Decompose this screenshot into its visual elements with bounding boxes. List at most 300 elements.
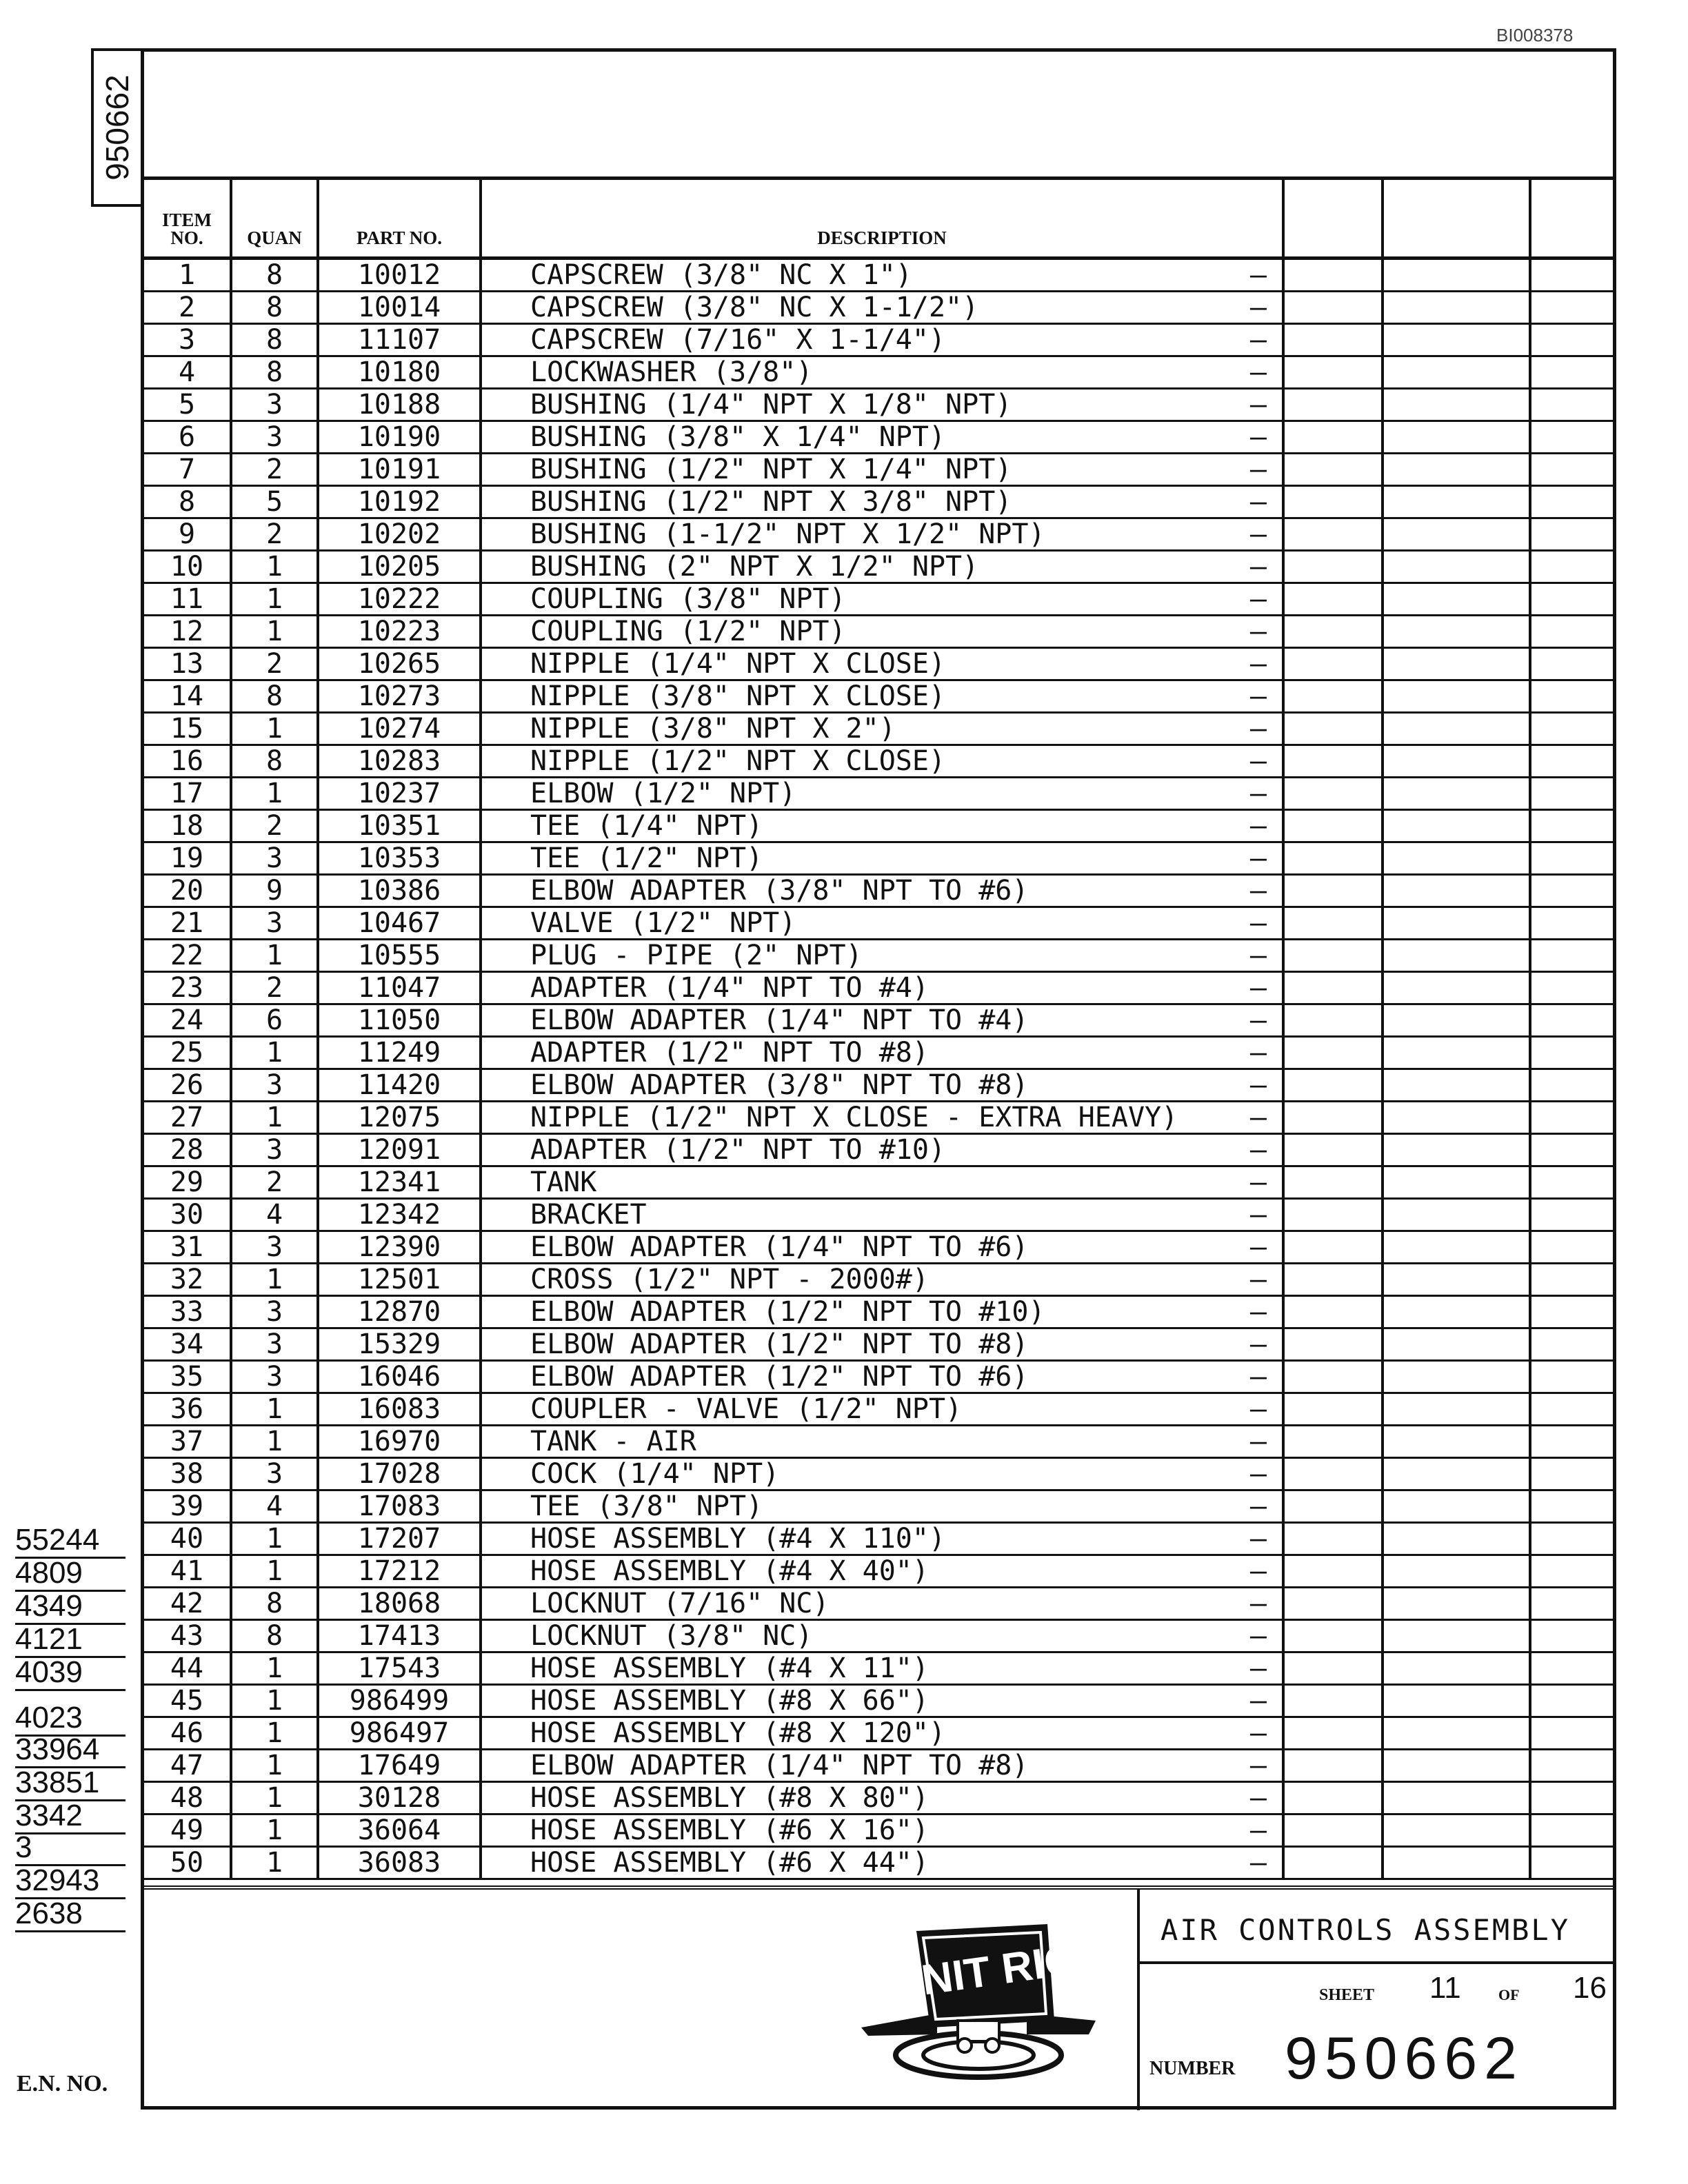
part-no-cell-text: 11249 [357,1037,441,1069]
item-no-cell [144,745,231,778]
item-no-cell [144,1426,231,1458]
quantity-cell [231,1458,318,1490]
part-no-cell [318,1620,481,1652]
blank-cell-2 [1383,1426,1530,1458]
row-dash: — [1249,875,1267,907]
quantity-cell [231,1782,318,1814]
item-no-cell-text: 14 [170,680,204,712]
description-cell [481,551,1283,583]
row-dash: — [1249,1296,1267,1328]
row-dash: — [1249,842,1267,874]
row-dash: — [1249,1166,1267,1198]
row-dash: — [1249,1004,1267,1036]
blank-cell-1 [1283,1069,1383,1102]
blank-cell-3 [1530,1426,1613,1458]
item-no-cell-text: 40 [170,1523,204,1555]
part-no-cell [318,1102,481,1134]
quantity-cell [231,1523,318,1555]
row-dash: — [1249,1555,1267,1587]
part-no-cell-text: 11420 [357,1069,441,1101]
blank-cell-3 [1530,1685,1613,1717]
quantity-cell-text: 9 [265,875,283,907]
description-cell-text: HOSE ASSEMBLY (#8 X 120") [530,1717,946,1749]
quantity-cell-text: 1 [265,778,283,809]
item-no-cell-text: 44 [170,1652,204,1684]
description-cell [481,421,1283,454]
description-cell [481,1296,1283,1328]
part-no-cell-text: 10273 [357,680,441,712]
blank-cell-3 [1530,1458,1613,1490]
row-dash: — [1249,1652,1267,1684]
description-cell-text: COUPLING (3/8" NPT) [530,583,846,615]
part-no-cell-text: 17207 [357,1523,441,1555]
blank-cell-1 [1283,1199,1383,1231]
part-no-cell [318,972,481,1004]
item-no-cell [144,356,231,389]
item-no-cell [144,1166,231,1199]
description-cell-text: HOSE ASSEMBLY (#4 X 40") [530,1555,929,1587]
table-row [144,1231,1613,1264]
blank-cell-1 [1283,616,1383,648]
item-no-cell-text: 12 [170,616,204,647]
quantity-cell [231,616,318,648]
quantity-cell [231,1750,318,1782]
part-no-cell-text: 30128 [357,1782,441,1814]
item-no-cell-text: 1 [178,259,196,291]
blank-cell-2 [1383,1004,1530,1037]
item-no-cell [144,1296,231,1328]
row-dash: — [1249,1750,1267,1781]
blank-cell-1 [1283,1102,1383,1134]
blank-cell-3 [1530,518,1613,551]
blank-cell-1 [1283,1555,1383,1588]
description-cell [481,356,1283,389]
item-no-cell-text: 37 [170,1426,204,1457]
blank-cell-2 [1383,1069,1530,1102]
quantity-cell [231,1199,318,1231]
part-no-cell [318,356,481,389]
description-cell [481,518,1283,551]
description-cell [481,1328,1283,1361]
blank-cell-3 [1530,486,1613,518]
part-no-cell [318,421,481,454]
blank-cell-3 [1530,1264,1613,1296]
description-cell [481,1134,1283,1166]
part-no-cell [318,454,481,486]
item-no-cell [144,1199,231,1231]
blank-cell-2 [1383,972,1530,1004]
item-no-cell-text: 50 [170,1847,204,1879]
number-label: NUMBER [1149,2058,1236,2079]
description-cell-text: NIPPLE (1/2" NPT X CLOSE - EXTRA HEAVY) [530,1102,1178,1133]
blank-cell-3 [1530,292,1613,324]
item-no-cell [144,1490,231,1523]
description-cell-text: TEE (3/8" NPT) [530,1490,763,1522]
blank-cell-3 [1530,454,1613,486]
blank-cell-3 [1530,875,1613,907]
table-row [144,1814,1613,1847]
quantity-cell [231,680,318,713]
row-dash: — [1249,972,1267,1004]
table-row [144,1782,1613,1814]
description-cell [481,810,1283,842]
description-cell [481,713,1283,745]
part-no-cell-text: 17212 [357,1555,441,1587]
part-no-cell [318,1652,481,1685]
blank-cell-1 [1283,421,1383,454]
item-no-cell-text: 2 [178,292,196,323]
part-no-cell [318,1555,481,1588]
blank-cell-1 [1283,745,1383,778]
blank-cell-2 [1383,1393,1530,1426]
blank-cell-3 [1530,1717,1613,1750]
quantity-cell [231,1717,318,1750]
item-no-cell-text: 49 [170,1814,204,1846]
item-no-cell [144,1620,231,1652]
row-dash: — [1249,1717,1267,1749]
table-row [144,1069,1613,1102]
part-no-cell [318,1426,481,1458]
part-no-cell-text: 11047 [357,972,441,1004]
description-cell-text: HOSE ASSEMBLY (#4 X 110") [530,1523,946,1555]
blank-cell-2 [1383,1166,1530,1199]
part-no-cell-text: 17083 [357,1490,441,1522]
description-cell [481,1361,1283,1393]
description-cell [481,1004,1283,1037]
item-no-cell [144,1847,231,1879]
table-row [144,1037,1613,1069]
blank-cell-2 [1383,1782,1530,1814]
quantity-cell [231,1847,318,1879]
quantity-cell [231,454,318,486]
item-no-cell-text: 8 [178,486,196,518]
blank-cell-1 [1283,842,1383,875]
item-no-cell-text: 19 [170,842,204,874]
description-cell-text: TEE (1/4" NPT) [530,810,763,842]
quantity-cell [231,1814,318,1847]
blank-cell-1 [1283,1231,1383,1264]
part-no-cell-text: 10014 [357,292,441,323]
description-cell [481,1750,1283,1782]
blank-cell-3 [1530,259,1613,292]
blank-cell-3 [1530,810,1613,842]
quantity-cell-text: 1 [265,940,283,971]
document-id: BI008378 [1496,25,1574,46]
row-dash: — [1249,518,1267,550]
description-cell-text: ELBOW ADAPTER (1/4" NPT TO #4) [530,1004,1029,1036]
en-number-item: 32943 [15,1864,125,1899]
blank-cell-1 [1283,1296,1383,1328]
part-no-cell [318,1847,481,1879]
quantity-cell [231,1361,318,1393]
description-cell-text: CAPSCREW (3/8" NC X 1-1/2") [530,292,979,323]
table-row [144,1296,1613,1328]
table-header-row [144,180,1613,259]
item-no-cell [144,1588,231,1620]
table-row [144,778,1613,810]
row-dash: — [1249,1361,1267,1393]
quantity-cell-text: 8 [265,1588,283,1619]
row-dash: — [1249,1328,1267,1360]
blank-cell-2 [1383,1717,1530,1750]
quantity-cell-text: 3 [265,1134,283,1166]
blank-cell-2 [1383,713,1530,745]
row-dash: — [1249,680,1267,712]
description-cell [481,1199,1283,1231]
row-dash: — [1249,616,1267,647]
part-no-cell-text: 10351 [357,810,441,842]
quantity-cell [231,1004,318,1037]
quantity-cell-text: 5 [265,486,283,518]
part-no-cell-text: 12091 [357,1134,441,1166]
table-row [144,907,1613,940]
table-row [144,583,1613,616]
quantity-cell-text: 2 [265,454,283,485]
en-number-item: 4023 [15,1701,125,1737]
unit-rig-logo [854,1917,1103,2083]
description-cell [481,1523,1283,1555]
quantity-cell-text: 3 [265,1296,283,1328]
blank-cell-3 [1530,972,1613,1004]
item-no-cell-text: 45 [170,1685,204,1717]
quantity-cell-text: 1 [265,713,283,745]
blank-cell-2 [1383,1264,1530,1296]
blank-cell-1 [1283,356,1383,389]
part-no-cell-text: 18068 [357,1588,441,1619]
part-no-cell-text: 12342 [357,1199,441,1231]
item-no-cell-text: 25 [170,1037,204,1069]
item-no-cell-text: 4 [178,356,196,388]
blank-cell-2 [1383,324,1530,356]
description-cell [481,1555,1283,1588]
item-no-cell [144,1231,231,1264]
part-no-cell-text: 10180 [357,356,441,388]
logo-text: UNIT RIG [888,1935,1081,2009]
blank-cell-2 [1383,1555,1530,1588]
item-no-cell [144,259,231,292]
side-drawing-number-text: 950662 [99,74,135,181]
quantity-cell [231,1102,318,1134]
quantity-cell-text: 1 [265,616,283,647]
table-row [144,1134,1613,1166]
en-number-item: 3 [15,1831,125,1866]
description-cell-text: HOSE ASSEMBLY (#6 X 44") [530,1847,929,1879]
table-row [144,713,1613,745]
part-no-cell-text: 12870 [357,1296,441,1328]
blank-cell-1 [1283,1652,1383,1685]
part-no-cell-text: 11107 [357,324,441,356]
en-number-item: 55244 [15,1524,125,1559]
blank-cell-1 [1283,259,1383,292]
table-row [144,680,1613,713]
row-dash: — [1249,356,1267,388]
quantity-cell [231,583,318,616]
item-no-cell [144,324,231,356]
blank-cell-3 [1530,1814,1613,1847]
description-cell-text: BUSHING (1/4" NPT X 1/8" NPT) [530,389,1012,421]
part-no-cell-text: 17413 [357,1620,441,1652]
description-cell-text: VALVE (1/2" NPT) [530,907,796,939]
row-dash: — [1249,648,1267,680]
header-blank-2 [1383,180,1530,259]
quantity-cell-text: 1 [265,1037,283,1069]
en-number-item: 4349 [15,1590,125,1625]
blank-cell-1 [1283,1750,1383,1782]
description-cell [481,1102,1283,1134]
item-no-cell-text: 21 [170,907,204,939]
part-no-cell-text: 16046 [357,1361,441,1393]
quantity-cell-text: 8 [265,292,283,323]
part-no-cell [318,1458,481,1490]
blank-cell-3 [1530,713,1613,745]
part-no-cell-text: 10191 [357,454,441,485]
quantity-cell-text: 8 [265,680,283,712]
part-no-cell [318,583,481,616]
item-no-cell-text: 30 [170,1199,204,1231]
blank-cell-2 [1383,1037,1530,1069]
drawing-frame [141,48,1616,2110]
item-no-cell-text: 13 [170,648,204,680]
part-no-cell [318,1490,481,1523]
quantity-cell-text: 3 [265,1231,283,1263]
part-no-cell [318,1588,481,1620]
part-no-cell [318,745,481,778]
quantity-cell [231,486,318,518]
header-blank-3 [1530,180,1613,259]
title-block-area [144,1885,1613,2106]
item-no-cell [144,583,231,616]
part-no-cell-text: 12390 [357,1231,441,1263]
description-cell [481,1393,1283,1426]
table-row [144,1490,1613,1523]
header-quan: QUAN [231,180,318,259]
item-no-cell [144,389,231,421]
part-no-cell-text: 17649 [357,1750,441,1781]
table-row [144,1264,1613,1296]
item-no-cell [144,1652,231,1685]
item-no-cell [144,1004,231,1037]
description-cell [481,616,1283,648]
en-number-label: E.N. NO. [17,2071,108,2096]
row-dash: — [1249,745,1267,777]
row-dash: — [1249,1490,1267,1522]
item-no-cell [144,907,231,940]
quantity-cell-text: 1 [265,1685,283,1717]
item-no-cell [144,648,231,680]
part-no-cell-text: 10223 [357,616,441,647]
description-cell [481,1652,1283,1685]
parts-table-body [144,259,1613,1879]
item-no-cell-text: 33 [170,1296,204,1328]
blank-cell-1 [1283,875,1383,907]
part-no-cell-text: 10467 [357,907,441,939]
description-cell-text: ADAPTER (1/4" NPT TO #4) [530,972,929,1004]
part-no-cell [318,1361,481,1393]
table-row [144,972,1613,1004]
quantity-cell [231,713,318,745]
quantity-cell [231,907,318,940]
row-dash: — [1249,778,1267,809]
quantity-cell [231,1296,318,1328]
description-cell-text: TANK [530,1166,597,1198]
description-cell [481,1847,1283,1879]
table-row [144,1847,1613,1879]
blank-cell-1 [1283,1847,1383,1879]
quantity-cell-text: 8 [265,745,283,777]
description-cell [481,680,1283,713]
blank-cell-3 [1530,1620,1613,1652]
blank-cell-2 [1383,486,1530,518]
item-no-cell-text: 11 [170,583,204,615]
quantity-cell-text: 8 [265,324,283,356]
blank-cell-2 [1383,356,1530,389]
item-no-cell-text: 6 [178,421,196,453]
quantity-cell-text: 1 [265,1264,283,1295]
quantity-cell [231,1426,318,1458]
row-dash: — [1249,1620,1267,1652]
item-no-cell [144,940,231,972]
item-no-cell-text: 34 [170,1328,204,1360]
blank-cell-3 [1530,1847,1613,1879]
item-no-cell-text: 3 [178,324,196,356]
en-number-item: 33964 [15,1733,125,1768]
en-number-item: 4809 [15,1557,125,1592]
blank-cell-2 [1383,907,1530,940]
blank-cell-2 [1383,778,1530,810]
blank-cell-2 [1383,1620,1530,1652]
quantity-cell [231,1264,318,1296]
blank-cell-1 [1283,1685,1383,1717]
part-no-cell [318,551,481,583]
description-cell-text: HOSE ASSEMBLY (#4 X 11") [530,1652,929,1684]
part-no-cell [318,1166,481,1199]
item-no-cell-text: 27 [170,1102,204,1133]
description-cell-text: NIPPLE (3/8" NPT X 2") [530,713,896,745]
blank-cell-1 [1283,486,1383,518]
blank-cell-3 [1530,1166,1613,1199]
quantity-cell-text: 1 [265,1426,283,1457]
description-cell [481,1166,1283,1199]
quantity-cell-text: 1 [265,1555,283,1587]
description-cell [481,389,1283,421]
blank-cell-1 [1283,1393,1383,1426]
row-dash: — [1249,907,1267,939]
description-cell-text: ELBOW ADAPTER (1/2" NPT TO #6) [530,1361,1029,1393]
table-row [144,1004,1613,1037]
table-row [144,745,1613,778]
blank-cell-2 [1383,680,1530,713]
blank-cell-3 [1530,1361,1613,1393]
description-cell [481,259,1283,292]
description-cell [481,1490,1283,1523]
item-no-cell [144,875,231,907]
blank-cell-3 [1530,778,1613,810]
quantity-cell [231,1620,318,1652]
blank-cell-1 [1283,1361,1383,1393]
item-no-cell-text: 10 [170,551,204,583]
description-cell-text: ADAPTER (1/2" NPT TO #8) [530,1037,929,1069]
description-cell [481,1264,1283,1296]
part-no-cell [318,713,481,745]
part-no-cell-text: 10190 [357,421,441,453]
quantity-cell [231,745,318,778]
blank-cell-1 [1283,1166,1383,1199]
header-blank-1 [1283,180,1383,259]
part-no-cell-text: 36064 [357,1814,441,1846]
part-no-cell [318,486,481,518]
part-no-cell [318,1750,481,1782]
blank-cell-3 [1530,616,1613,648]
